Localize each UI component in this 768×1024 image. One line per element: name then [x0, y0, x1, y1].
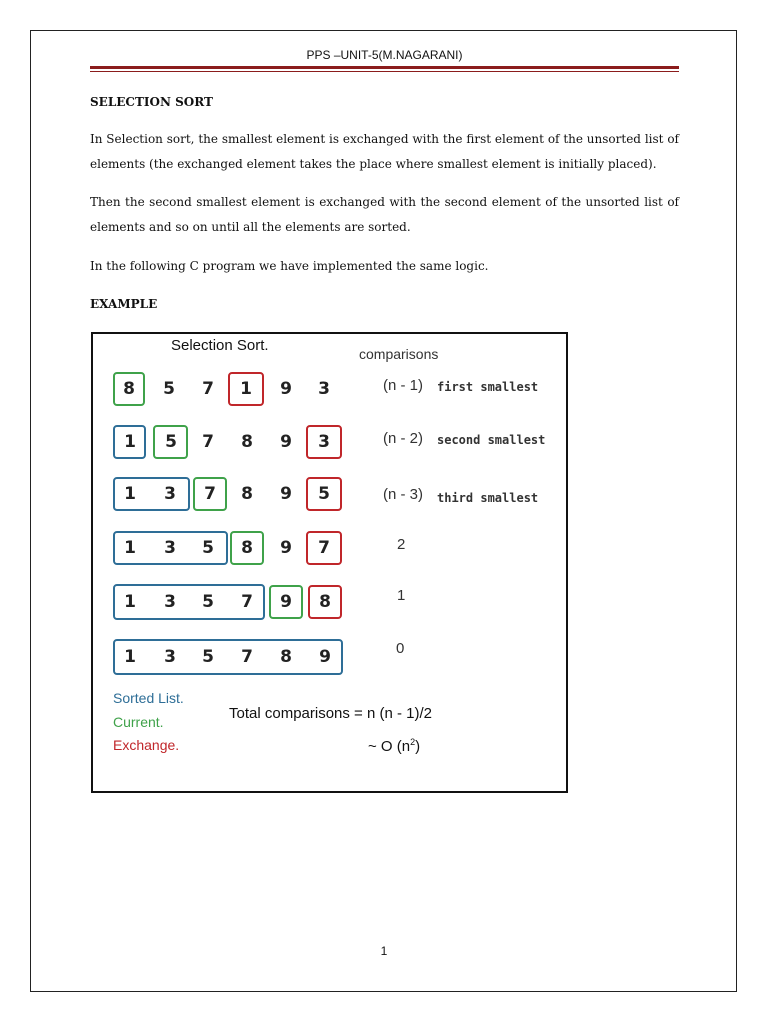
row-5-digit: 7 [241, 592, 253, 612]
row-3-label: third smallest [437, 491, 539, 505]
legend-sorted: Sorted List. [113, 690, 184, 706]
row-1-digit: 1 [240, 379, 252, 399]
row-6-digit: 9 [319, 647, 331, 667]
row-4-digit: 1 [124, 538, 136, 558]
row-3-digit: 8 [241, 484, 253, 504]
row-2-digit: 9 [280, 432, 292, 452]
row-4-digit: 9 [280, 538, 292, 558]
row-6-digit: 8 [280, 647, 292, 667]
comparisons-header: comparisons [359, 346, 439, 362]
row-4-digit: 5 [202, 538, 214, 558]
paragraph-1: In Selection sort, the smallest element is exchanged with the first element of the unsorted list of elements (the exchanged element takes the place where smallest element is initially placed). [90, 132, 679, 171]
row-2-label: second smallest [437, 433, 546, 447]
row-2-digit: 3 [318, 432, 330, 452]
row-4-digit: 8 [241, 538, 253, 558]
row-1-digit: 3 [318, 379, 330, 399]
row-2-digit: 8 [241, 432, 253, 452]
row-3-digit: 3 [164, 484, 176, 504]
row-1-digit: 7 [202, 379, 214, 399]
row-1-comparisons: (n - 1) [383, 377, 424, 394]
row-6-digit: 1 [124, 647, 136, 667]
row-6-digit: 7 [241, 647, 253, 667]
selection-sort-figure [91, 332, 568, 793]
row-2-comparisons: (n - 2) [383, 430, 424, 447]
big-o [368, 737, 420, 755]
row-3-digit: 1 [124, 484, 136, 504]
row-2-digit: 1 [124, 432, 136, 452]
row-1-digit: 5 [163, 379, 175, 399]
row-1-label: first smallest [437, 380, 539, 394]
row-4-digit: 3 [164, 538, 176, 558]
row-4-comparisons: 2 [397, 536, 406, 553]
row-5-digit: 3 [164, 592, 176, 612]
row-3-comparisons: (n - 3) [383, 486, 424, 503]
legend-current: Current. [113, 714, 164, 730]
row-5-digit: 8 [319, 592, 331, 612]
row-3-digit: 9 [280, 484, 292, 504]
row-2-digit: 7 [202, 432, 214, 452]
example-heading: EXAMPLE [90, 297, 158, 311]
legend-exchange: Exchange. [113, 737, 180, 753]
figure-title: Selection Sort. [171, 337, 269, 354]
big-o-exponent: 2 [410, 737, 416, 747]
row-1-digit: 8 [123, 379, 135, 399]
header-rule-thick [90, 66, 679, 69]
row-4-digit: 7 [318, 538, 330, 558]
row-6-digit: 5 [202, 647, 214, 667]
row-5-digit: 5 [202, 592, 214, 612]
section-title: SELECTION SORT [90, 95, 213, 109]
row-5-digit: 9 [280, 592, 292, 612]
row-6-comparisons: 0 [396, 640, 405, 657]
row-3-digit: 7 [204, 484, 216, 504]
row-2-digit: 5 [165, 432, 177, 452]
sorted-box [113, 639, 343, 675]
page-header: PPS –UNIT-5(M.NAGARANI) [306, 48, 463, 62]
paragraph-3: In the following C program we have implemented the same logic. [90, 259, 489, 273]
row-5-digit: 1 [124, 592, 136, 612]
page-number: 1 [380, 944, 388, 958]
paragraph-2: Then the second smallest element is exchanged with the second element of the unsorted list of elements and so on until all the elements are sorted. [90, 195, 679, 234]
row-5-comparisons: 1 [397, 587, 406, 604]
row-1-digit: 9 [280, 379, 292, 399]
row-6-digit: 3 [164, 647, 176, 667]
big-o-suffix: ) [415, 738, 421, 755]
row-3-digit: 5 [318, 484, 330, 504]
header-rule-thin [90, 71, 679, 72]
big-o-prefix: ~ O (n [368, 738, 411, 755]
total-comparisons: Total comparisons = n (n - 1)/2 [229, 705, 433, 722]
